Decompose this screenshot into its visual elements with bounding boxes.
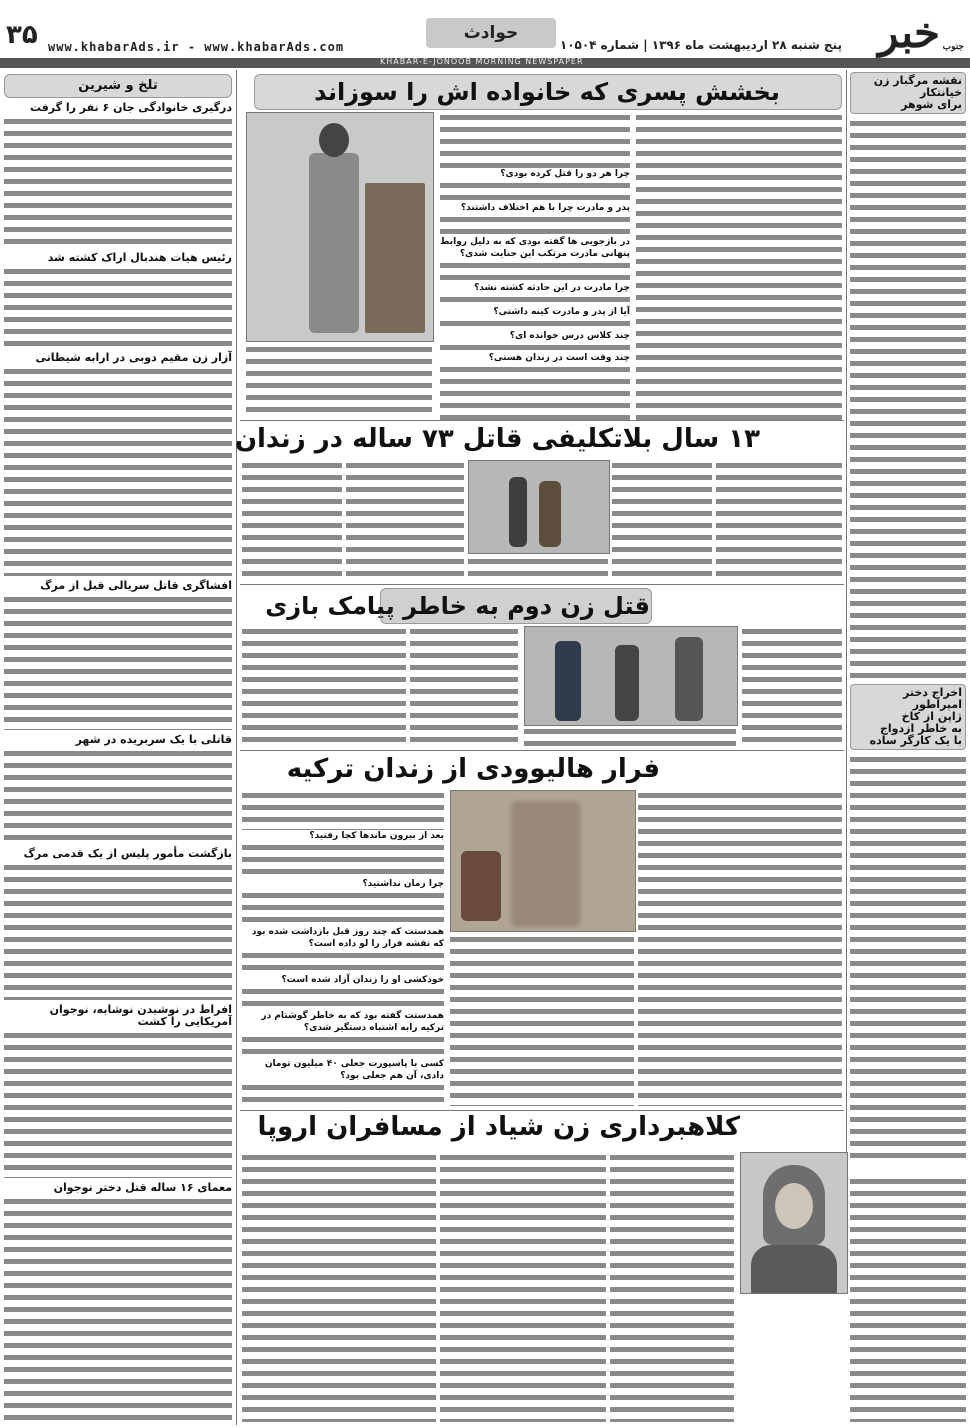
photo-figure	[675, 637, 703, 721]
article-title: فرار هالیوودی از زندان ترکیه	[286, 754, 660, 784]
article-photo	[468, 460, 610, 554]
article-text	[440, 318, 630, 330]
article-body	[440, 112, 630, 420]
caption-text	[246, 344, 432, 416]
article-body	[450, 934, 634, 1106]
left-item-title: معمای ۱۶ ساله قتل دختر نوجوان	[53, 1181, 232, 1194]
article-text	[242, 890, 444, 926]
photo-face	[775, 1183, 813, 1229]
article-text	[346, 460, 464, 578]
photo-figure	[309, 153, 359, 333]
article-photo	[740, 1152, 848, 1294]
article-body	[610, 1152, 734, 1422]
article-subhead: چرا زمان نداشتید؟	[362, 879, 444, 889]
article-body	[850, 1176, 966, 1422]
left-item-body	[4, 1196, 232, 1422]
masthead	[0, 0, 970, 66]
column-divider	[846, 70, 847, 1170]
article-text	[440, 260, 630, 282]
article-text	[468, 556, 608, 580]
right-title-line: به خاطر ازدواج	[879, 722, 962, 735]
article-text	[242, 950, 444, 974]
photo-figure-blurred	[511, 801, 581, 927]
issue-date: پنج شنبه ۲۸ اردیبهشت ماه ۱۳۹۶ | شماره ۱۰۵۰۴	[559, 38, 842, 52]
article-subhead: کسی با پاسپورت جعلی ۴۰ میلیون تومان دادی، آن هم جعلی بود؟	[264, 1059, 444, 1081]
article-text	[742, 626, 842, 746]
article-subhead: چند وقت است در زندان هستی؟	[488, 353, 630, 363]
article-body	[716, 460, 842, 578]
left-item-body	[4, 366, 232, 576]
photo-figure	[555, 641, 581, 721]
article-divider	[240, 1110, 844, 1111]
article-subhead: پدر و مادرت چرا با هم اختلاف داشتند؟	[460, 203, 630, 213]
left-item-body	[4, 1030, 232, 1178]
left-item-body	[4, 116, 232, 248]
article-text	[242, 842, 444, 878]
article-text	[242, 626, 406, 746]
article-subhead: چرا هر دو را قتل کرده بودی؟	[500, 169, 630, 179]
left-item-body	[4, 748, 232, 844]
photo-shoulders	[751, 1245, 837, 1293]
article-text	[410, 626, 518, 746]
article-subhead: آیا از پدر و مادرت کینه داشتی؟	[493, 307, 630, 317]
article-text	[242, 790, 444, 830]
article-text	[242, 986, 444, 1010]
article-text	[242, 1152, 436, 1422]
photo-figure	[509, 477, 527, 547]
article-title: کلاهبرداری زن شیاد از مسافران اروپا	[257, 1112, 740, 1142]
right-title: نقشه مرگبار زن خیانتکار	[873, 74, 962, 99]
article-photo	[450, 790, 636, 932]
article-text	[242, 460, 342, 578]
article-photo	[246, 112, 434, 342]
left-item-body	[4, 594, 232, 730]
article-body	[524, 726, 736, 746]
left-item-body	[4, 266, 232, 348]
article-body	[242, 460, 342, 578]
photo-chair	[461, 851, 501, 921]
right-column	[850, 72, 966, 1172]
article-text	[636, 112, 842, 420]
article-body	[410, 626, 518, 746]
article-text	[716, 460, 842, 578]
article-subhead: چند کلاس درس خوانده ای؟	[509, 331, 630, 341]
article-body	[612, 460, 712, 578]
article-text	[524, 726, 736, 746]
right-article-body	[850, 754, 966, 1164]
article-text	[242, 1082, 444, 1106]
article-text	[440, 364, 630, 420]
article-photo	[524, 626, 738, 726]
photo-figure	[615, 645, 639, 721]
article-text	[450, 934, 634, 1106]
article-text	[440, 112, 630, 168]
left-item-title: آزار زن مقیم دوبی در ارابه شیطانی	[35, 351, 232, 364]
article-divider	[240, 584, 844, 585]
article-body	[440, 1152, 606, 1422]
article-subhead: خودکشی او را زندان آزاد شده است؟	[281, 975, 444, 985]
article-body	[242, 790, 444, 1106]
article-body	[638, 790, 842, 1106]
article-body	[242, 1152, 436, 1422]
photo-podium	[365, 183, 425, 333]
section-title: حوادث	[426, 18, 556, 48]
article-text	[242, 1034, 444, 1058]
article-subhead: بعد از بیرون ماندها کجا رفتید؟	[309, 831, 444, 841]
left-item-title: رئیس هیات هندبال اراک کشته شد	[47, 251, 232, 264]
article-subhead: همدستت که چند روز قبل بازداشت شده بود که نقشه فرار را لو داده است؟	[251, 927, 444, 949]
article-title: ۱۳ سال بلاتکلیفی قاتل ۷۳ ساله در زندان	[234, 424, 760, 454]
photo-figure-head	[319, 123, 349, 157]
article-title: قتل زن دوم به خاطر پیامک بازی	[265, 592, 650, 620]
site-urls[interactable]: www.khabarAds.ir - www.khabarAds.com	[48, 40, 345, 54]
left-box-title: تلخ و شیرین	[4, 74, 232, 98]
article-subhead: همدستت گفته بود که به خاطر گوشتام در ترکیه رابه اشتباه دستگیر شدی؟	[261, 1011, 444, 1033]
article-divider	[240, 750, 844, 751]
article-subhead: چرا مادرت در این حادثه کشته نشد؟	[474, 283, 630, 293]
article-text	[440, 214, 630, 236]
logo-sub: جنوب	[942, 42, 964, 52]
right-article-body	[850, 118, 966, 678]
left-item-title: درگیری خانوادگی جان ۶ نفر را گرفت	[29, 101, 232, 114]
column-divider	[236, 70, 237, 1425]
article-body	[346, 460, 464, 578]
article-body	[242, 626, 406, 746]
left-item-title: قاتلی با یک سربریده در شهر	[75, 733, 232, 746]
left-column	[4, 72, 232, 1422]
newspaper-logo	[854, 8, 964, 58]
article-subhead: در بازجویی ها گفته بودی که به دلیل روابط پنهانی مادرت مرتکب این جنایت شدی؟	[440, 237, 630, 259]
right-title-line: با یک کارگر ساده	[869, 734, 962, 747]
right-title-line: ژاپن از کاخ	[901, 710, 962, 723]
article-divider	[240, 420, 844, 421]
page-number: ۳۵	[6, 20, 38, 50]
right-title-box	[850, 684, 966, 750]
left-item-title: افراط در نوشیدن نوشابه، نوجوان آمریکایی را کشت	[49, 1003, 232, 1028]
article-text	[850, 1176, 966, 1422]
right-title-line: برای شوهر	[901, 98, 962, 111]
band-text: KHABAR-E-JONOOB MORNING NEWSPAPER	[380, 57, 584, 66]
left-item-body	[4, 862, 232, 1000]
left-item-title: افشاگری قاتل سریالی قبل از مرگ	[40, 579, 232, 592]
article-text	[440, 294, 630, 306]
logo-text: خبر	[878, 8, 940, 57]
left-item-title: بازگشت مأمور پلیس از یک قدمی مرگ	[23, 847, 232, 860]
right-title-box	[850, 72, 966, 114]
article-text	[440, 180, 630, 202]
article-text	[440, 1152, 606, 1422]
article-text	[638, 790, 842, 1106]
article-text	[440, 342, 630, 352]
article-title: بخشش پسری که خانواده اش را سوزاند	[314, 78, 780, 106]
article-text	[610, 1152, 734, 1422]
article-text	[612, 460, 712, 578]
photo-caption	[246, 344, 432, 416]
article-body	[742, 626, 842, 746]
article-body	[468, 556, 608, 580]
article-body	[636, 112, 842, 420]
right-title: اخراج دختر امپراطور	[903, 686, 962, 711]
photo-figure	[539, 481, 561, 547]
